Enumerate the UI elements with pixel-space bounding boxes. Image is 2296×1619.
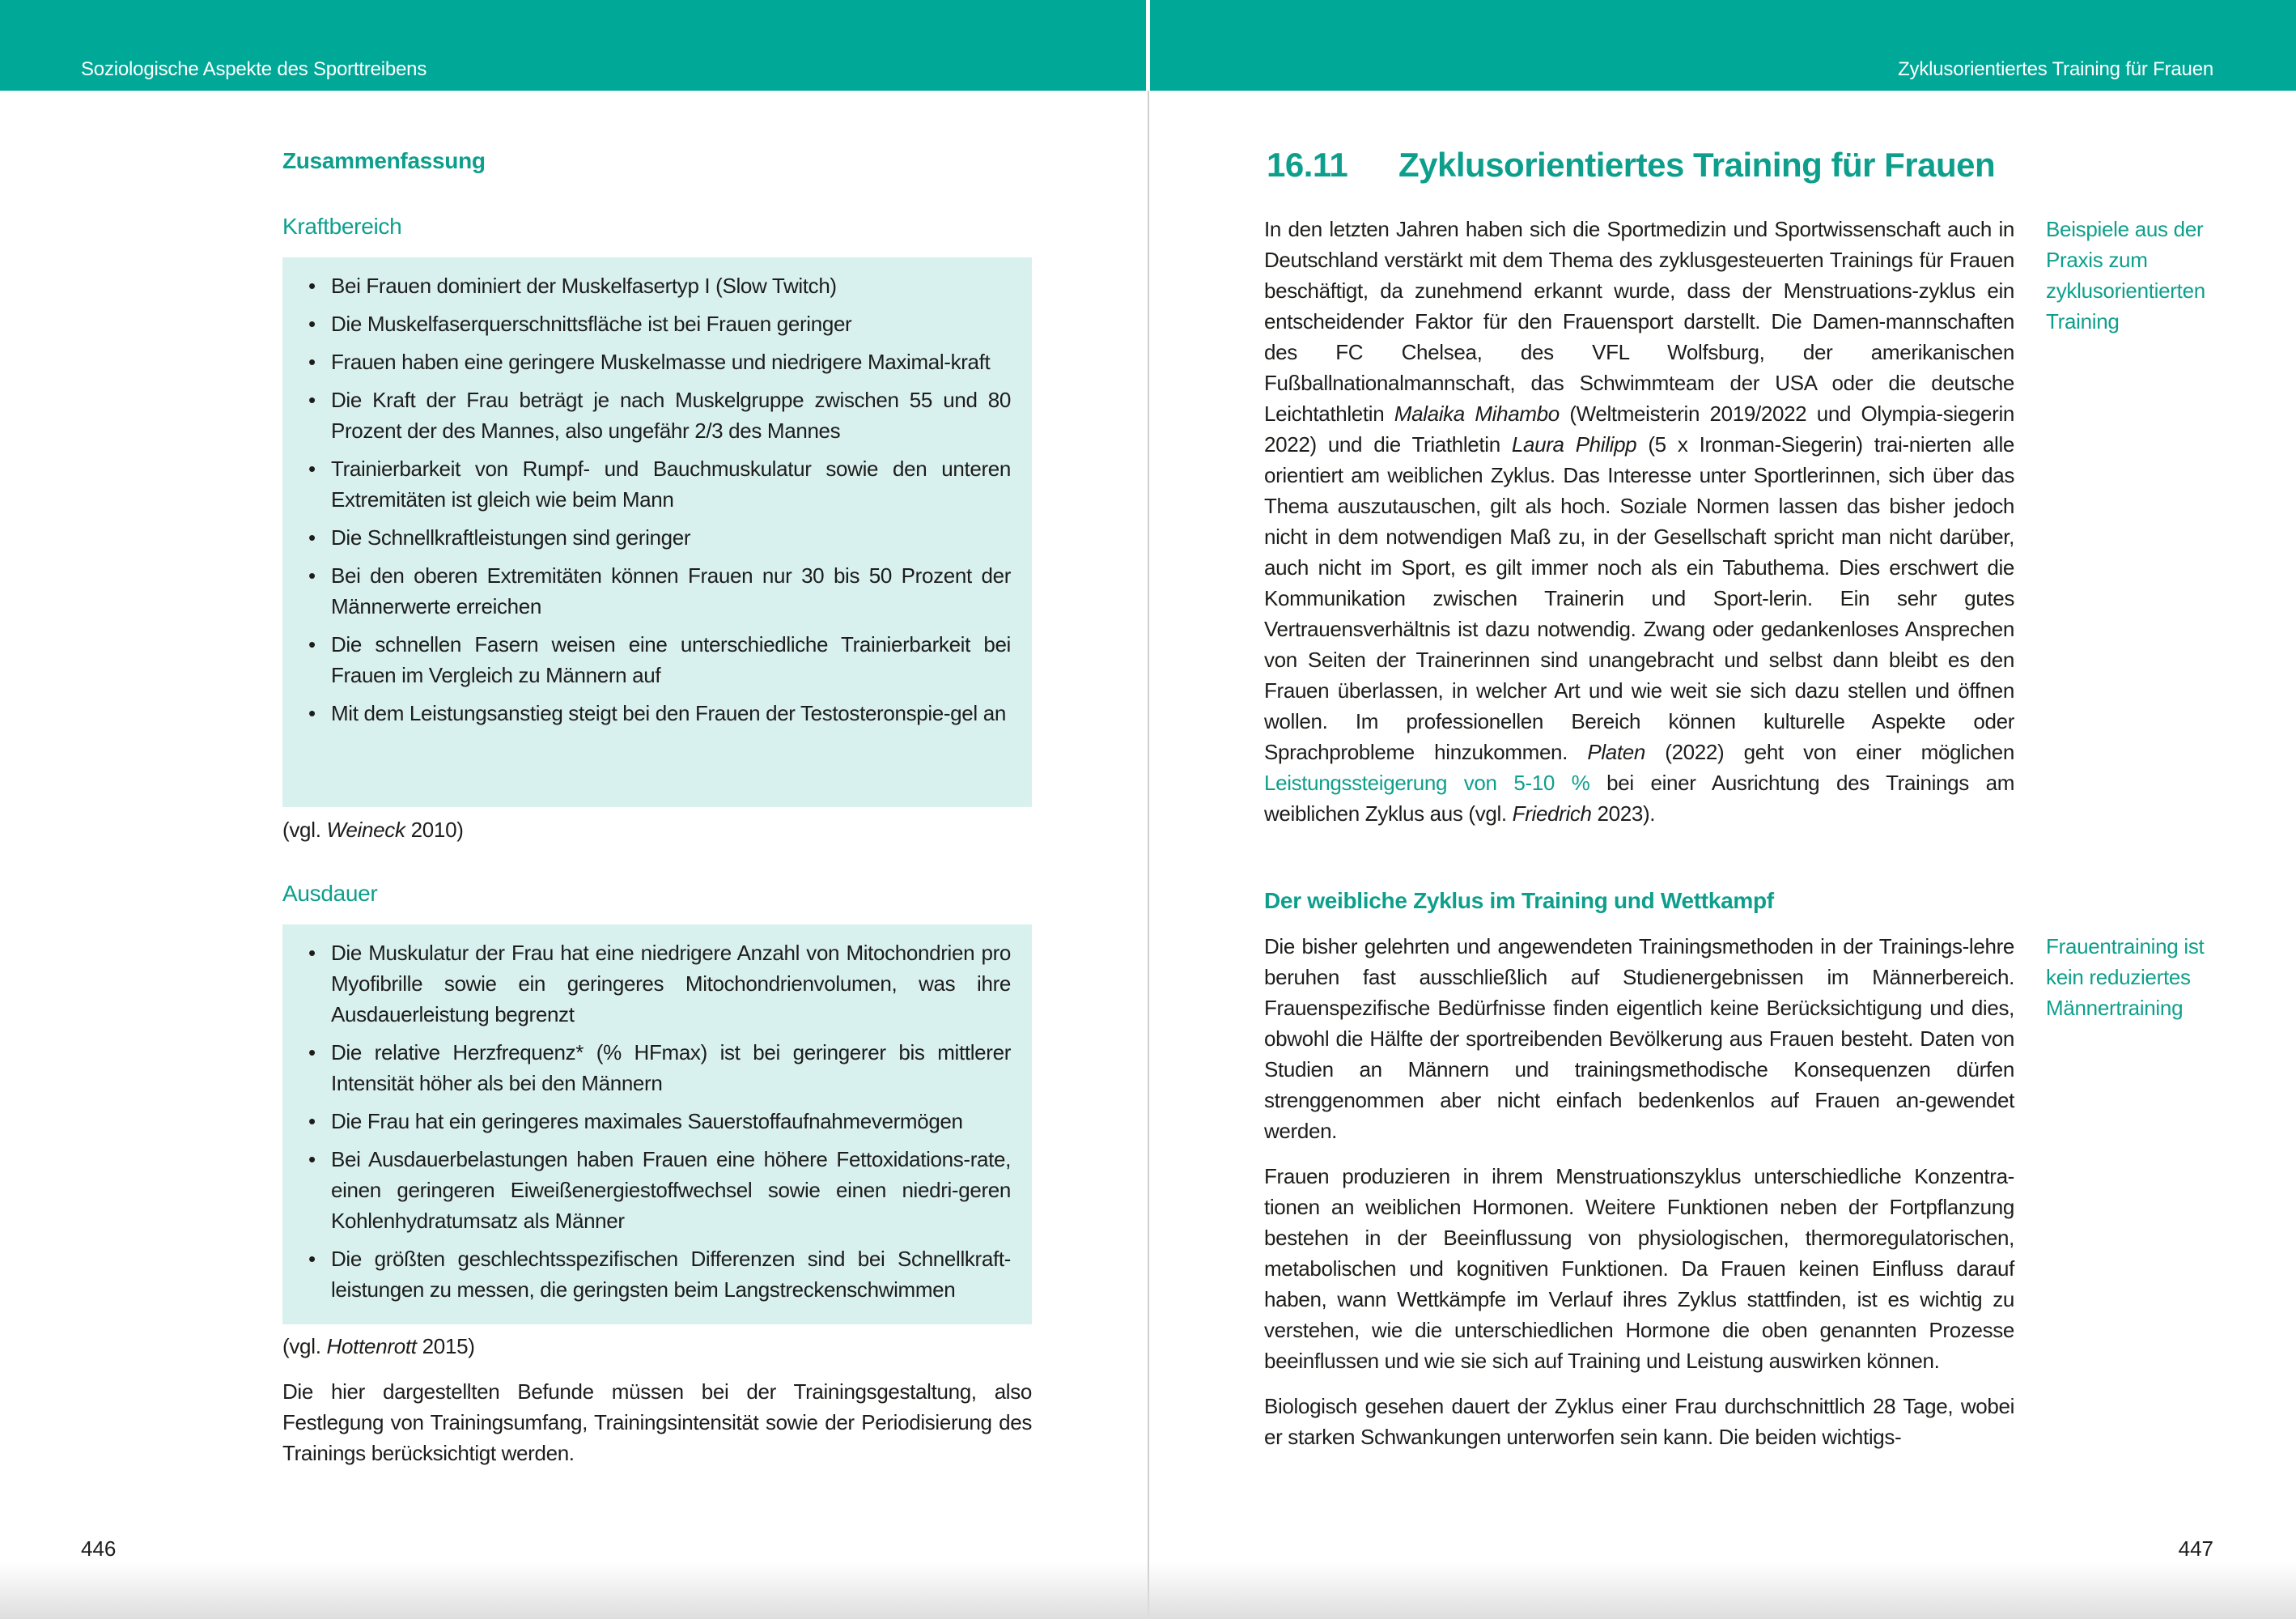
list-item: • Die Frau hat ein geringeres maximales Sauerstoffaufnahmevermögen	[303, 1106, 1011, 1137]
list-item: • Mit dem Leistungsanstieg steigt bei den Frauen der Testosteronspie-gel an	[303, 698, 1011, 729]
list-item: • Die Schnellkraftleistungen sind geringer	[303, 522, 1011, 553]
page-number-left: 446	[81, 1536, 117, 1561]
chapter-number: 16.11	[1267, 146, 1348, 184]
list-item: • Bei Ausdauerbelastungen haben Frauen eine höhere Fettoxidations-rate, einen geringeren Eiweißenergiestoffwechsel sowie einen niedri-geren Kohlenhydratumsatz als Männer	[303, 1144, 1011, 1236]
bullet-icon: •	[308, 312, 316, 336]
list-item: • Bei den oberen Extremitäten können Frauen nur 30 bis 50 Prozent der Männerwerte erreichen	[303, 560, 1011, 622]
list-item: • Die Muskelfaserquerschnittsfläche ist bei Frauen geringer	[303, 308, 1011, 339]
right-page	[1150, 0, 2296, 1619]
list-item: • Die Muskulatur der Frau hat eine niedrigere Anzahl von Mitochondrien pro Myofibrille sowie ein geringeres Mitochondrienvolumen, was ihre Ausdauerleistung begrenzt	[303, 937, 1011, 1030]
running-head-left: Soziologische Aspekte des Sporttreibens	[81, 58, 427, 80]
page-number-right: 447	[2178, 1536, 2213, 1561]
bullet-icon: •	[308, 1109, 316, 1133]
paragraph-4: Biologisch gesehen dauert der Zyklus einer Frau durchschnittlich 28 Tage, wobei er starken Schwankungen unterworfen sein kann. Die beiden wichtigs-	[1264, 1394, 2014, 1449]
citation-weineck: (vgl. Weineck 2010)	[282, 818, 464, 842]
kraft-summary-box	[282, 257, 1032, 807]
bullet-icon: •	[308, 1147, 316, 1171]
list-item: • Die größten geschlechtsspezifischen Differenzen sind bei Schnellkraft-leistungen zu messen, die geringsten beim Langstreckenschwimmen	[303, 1243, 1011, 1305]
bullet-icon: •	[308, 632, 316, 657]
kraft-list	[303, 270, 1011, 729]
paragraph-3: Frauen produzieren in ihrem Menstruationszyklus unterschiedliche Konzentra-tionen an weiblichen Hormonen. Weitere Funktionen neben der Fortpflanzung bestehen in der Beeinflussung von physiologischen, thermoregulatorischen, metabolischen und kognitiven Funktionen. Da Frauen keinen Einfluss darauf haben, wann Wettkämpfe im Verlauf ihres Zyklus stattfinden, ist es wichtig zu verstehen, wie die unterschiedlichen Hormone die oben genannten Prozesse beeinflussen und wie sie sich auf Training und Leistung auswirken können.	[1264, 1164, 2014, 1373]
chapter-title-text: Zyklusorientiertes Training für Frauen	[1398, 146, 1996, 184]
bullet-icon: •	[308, 457, 316, 481]
list-item: • Die schnellen Fasern weisen eine unterschiedliche Trainierbarkeit bei Frauen im Vergleich zu Männern auf	[303, 629, 1011, 691]
bullet-icon: •	[308, 525, 316, 550]
margin-note-training: Frauentraining ist kein reduziertes Männertraining	[2046, 934, 2205, 1020]
bullet-icon: •	[308, 350, 316, 374]
list-item: • Die Kraft der Frau beträgt je nach Muskelgruppe zwischen 55 und 80 Prozent der des Mannes, also ungefähr 2/3 des Mannes	[303, 385, 1011, 446]
list-item: • Die relative Herzfrequenz* (% HFmax) ist bei geringerer bis mittlerer Intensität höher als bei den Männern	[303, 1037, 1011, 1098]
list-item: • Bei Frauen dominiert der Muskelfasertyp I (Slow Twitch)	[303, 270, 1011, 301]
bullet-icon: •	[308, 563, 316, 588]
bullet-icon: •	[308, 701, 316, 725]
list-item: • Trainierbarkeit von Rumpf- und Bauchmuskulatur sowie den unteren Extremitäten ist gleich wie beim Mann	[303, 453, 1011, 515]
spine-line	[1148, 91, 1149, 1619]
left-page	[0, 0, 1146, 1619]
intro-paragraph: In den letzten Jahren haben sich die Sportmedizin und Sportwissenschaft auch in Deutschland verstärkt mit dem Thema des zyklusgesteuerten Trainings für Frauen beschäftigt, da zunehmend erkannt wurde, dass der Menstruations-zyklus ein entscheidender Faktor für den Frauensport darstellt. Die Damen-mannschaften des FC Chelsea, des VFL Wolfsburg, der amerikanischen Fußballnationalmannschaft, das Schwimmteam der USA oder die deutsche Leichtathletin Malaika Mihambo (Weltmeisterin 2019/2022 und Olympia-siegerin 2022) und die Triathletin Laura Philipp (5 x Ironman-Siegerin) trai-nierten alle orientiert am weiblichen Zyklus. Das Interesse unter Sportlerinnen, sich über das Thema auszutauschen, gilt als hoch. Soziale Normen lassen das bisher jedoch nicht in dem notwendigen Maß zu, in der Gesellschaft spricht man nicht darüber, auch nicht im Sport, es gilt immer noch als ein Tabuthema. Dies erschwert die Kommunikation zwischen Trainerin und Sport-lerin. Ein sehr gutes Vertrauensverhältnis ist dazu notwendig. Zwang oder gedankenloses Ansprechen von Seiten der Trainerinnen sind unangebracht und selbst dann bleibt es den Frauen überlassen, in welcher Art und wie weit sie sich dazu stellen und öffnen wollen. Im professionellen Bereich können kulturelle Aspekte oder Sprachprobleme hinzukommen. Platen (2022) geht von einer möglichen Leistungssteigerung von 5-10 % bei einer Ausrichtung des Trainings am weiblichen Zyklus aus (vgl. Friedrich 2023).	[1264, 217, 2015, 826]
list-item: • Frauen haben eine geringere Muskelmasse und niedrigere Maximal-kraft	[303, 346, 1011, 377]
kraft-heading: Kraftbereich	[282, 214, 402, 239]
bullet-icon: •	[308, 1040, 316, 1064]
bullet-icon: •	[308, 941, 316, 965]
bullet-icon: •	[308, 1247, 316, 1271]
summary-heading: Zusammenfassung	[282, 148, 486, 173]
paragraph-2: Die bisher gelehrten und angewendeten Trainingsmethoden in der Trainings-lehre beruhen fast ausschließlich auf Studienergebnissen im Männerbereich. Frauenspezifische Bedürfnisse finden eigentlich keine Berücksichtigung und dies, obwohl die Hälfte der sportreibenden Bevölkerung aus Frauen besteht. Daten von Studien an Männern und trainingsmethodische Konsequenzen dürfen strenggenommen aber nicht einfach bedenkenlos auf Frauen an-gewendet werden.	[1264, 934, 2014, 1143]
highlighted-text: Leistungssteigerung von 5-10 %	[1264, 771, 1590, 795]
bullet-icon: •	[308, 274, 316, 298]
section-heading: Der weibliche Zyklus im Training und Wettkampf	[1264, 888, 1774, 913]
ausdauer-heading: Ausdauer	[282, 881, 378, 906]
closing-paragraph: Die hier dargestellten Befunde müssen bei der Trainingsgestaltung, also Festlegung von Trainingsumfang, Trainingsintensität sowie der Periodisierung des Trainings berücksichtigt werden.	[282, 1379, 1032, 1465]
ausdauer-list	[303, 937, 1011, 1305]
citation-hottenrott: (vgl. Hottenrott 2015)	[282, 1334, 475, 1358]
bullet-icon: •	[308, 388, 316, 412]
running-head-right: Zyklusorientiertes Training für Frauen	[1898, 58, 2213, 80]
chapter-title	[1267, 146, 1995, 185]
margin-note-examples: Beispiele aus der Praxis zum zyklusorientierten Training	[2046, 217, 2205, 334]
ausdauer-summary-box	[282, 924, 1032, 1324]
bottom-shadow	[0, 1562, 2296, 1619]
